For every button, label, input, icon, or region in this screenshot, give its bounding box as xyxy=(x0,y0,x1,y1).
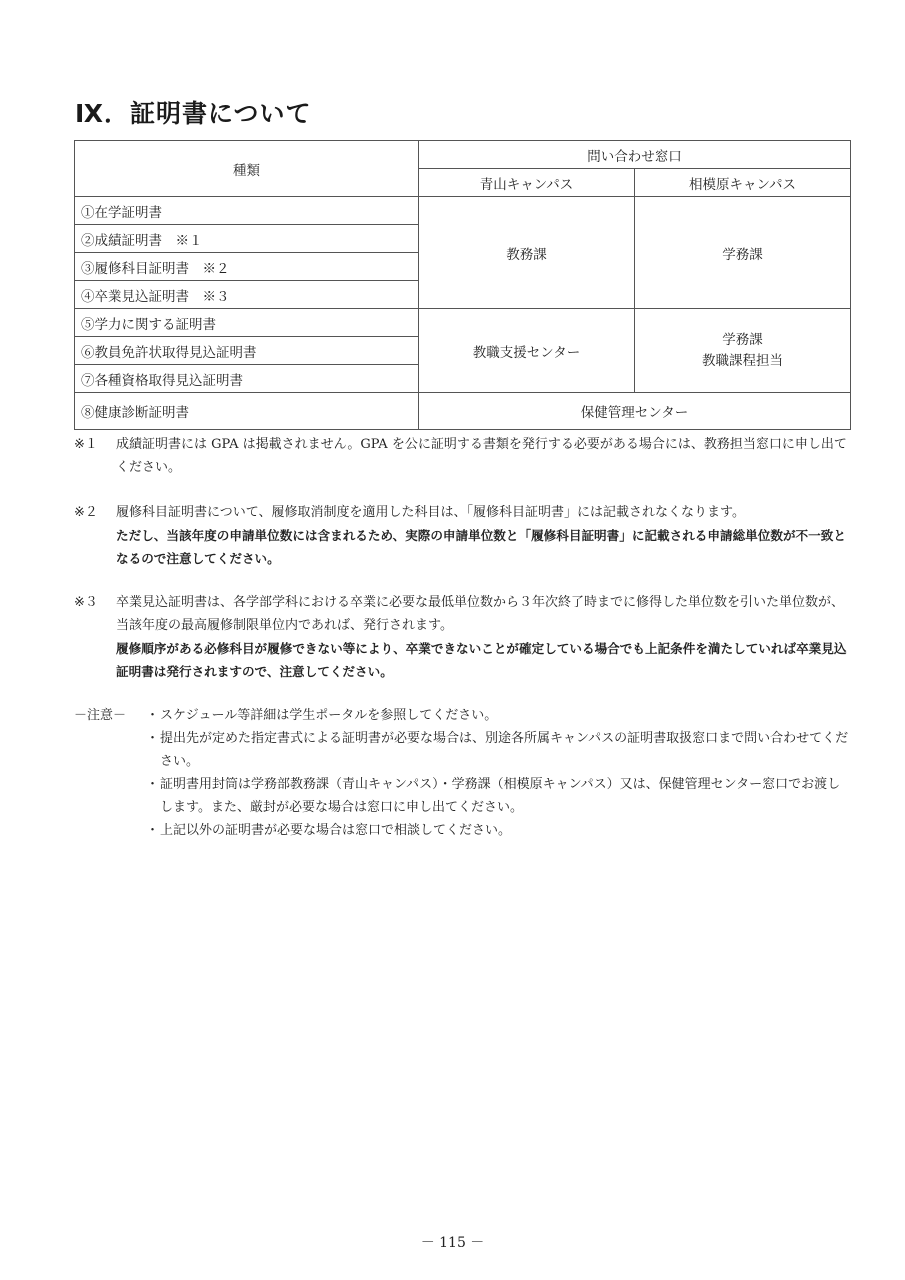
list-item xyxy=(146,773,852,819)
header-campus-aoyama: 青山キャンパス xyxy=(419,169,635,197)
header-kind: 種類 xyxy=(75,141,419,197)
certificate-type: ⑧健康診断証明書 xyxy=(75,393,419,430)
page-number: － 115 － xyxy=(420,1235,485,1251)
certificate-table xyxy=(74,140,851,430)
page-title: Ⅸ．証明書について xyxy=(75,99,312,128)
certificate-type: ⑦各種資格取得見込証明書 xyxy=(75,365,419,393)
list-item xyxy=(146,704,852,727)
header-contact: 問い合わせ窓口 xyxy=(419,141,851,169)
caution-label: －注意－ xyxy=(74,708,127,723)
office-sagamihara: 学務課 xyxy=(635,197,851,309)
note-1 xyxy=(74,433,852,479)
office-both-campuses: 保健管理センター xyxy=(419,393,851,430)
note-2 xyxy=(74,501,852,570)
note-text: 成績証明書には GPA は掲載されません。GPA を公に証明する書類を発行する必要がある場合には、教務担当窓口に申し出てください。 xyxy=(116,437,847,475)
certificate-type: ①在学証明書 xyxy=(75,197,419,225)
office-line: 教職課程担当 xyxy=(702,352,783,369)
office-aoyama: 教務課 xyxy=(419,197,635,309)
note-emphasis: 履修順序がある必修科目が履修できない等により、卒業できないことが確定している場合でも上記条件を満たしていれば卒業見込証明書は発行されますので、注意してください。 xyxy=(116,641,847,679)
list-item xyxy=(146,727,852,773)
caution-text: スケジュール等詳細は学生ポータルを参照してください。 xyxy=(160,708,498,723)
list-item xyxy=(146,819,852,842)
bullet: ・ xyxy=(146,777,160,792)
caution-text: 上記以外の証明書が必要な場合は窓口で相談してください。 xyxy=(160,823,512,838)
note-text: 卒業見込証明書は、各学部学科における卒業に必要な最低単位数から３年次終了時までに修得した単位数を引いた単位数が、当該年度の最高履修制限単位内であれば、発行されます。 xyxy=(116,595,845,633)
bullet: ・ xyxy=(146,823,160,838)
header-campus-sagamihara: 相模原キャンパス xyxy=(635,169,851,197)
office-sagamihara xyxy=(635,309,851,393)
certificate-type: ⑤学力に関する証明書 xyxy=(75,309,419,337)
office-line: 学務課 xyxy=(722,331,763,348)
caution-list xyxy=(146,704,852,842)
note-mark: ※２ xyxy=(74,505,98,520)
caution-text: 証明書用封筒は学務部教務課（青山キャンパス）・学務課（相模原キャンパス）又は、保健管理センター窓口でお渡しします。また、厳封が必要な場合は窓口に申し出てください。 xyxy=(160,777,841,815)
bullet: ・ xyxy=(146,731,160,746)
office-aoyama: 教職支援センター xyxy=(419,309,635,393)
note-mark: ※１ xyxy=(74,437,98,452)
note-mark: ※３ xyxy=(74,595,98,610)
certificate-type: ④卒業見込証明書 ※３ xyxy=(75,281,419,309)
certificate-type: ②成績証明書 ※１ xyxy=(75,225,419,253)
note-text: 履修科目証明書について、履修取消制度を適用した科目は、「履修科目証明書」には記載されなくなります。 xyxy=(116,505,745,520)
note-3 xyxy=(74,591,852,683)
caution-section xyxy=(74,704,852,842)
bullet: ・ xyxy=(146,708,160,723)
certificate-type: ③履修科目証明書 ※２ xyxy=(75,253,419,281)
certificate-type: ⑥教員免許状取得見込証明書 xyxy=(75,337,419,365)
caution-text: 提出先が定めた指定書式による証明書が必要な場合は、別途各所属キャンパスの証明書取扱窓口まで問い合わせてください。 xyxy=(160,731,849,769)
note-emphasis: ただし、当該年度の申請単位数には含まれるため、実際の申請単位数と「履修科目証明書」に記載される申請総単位数が不一致となるので注意してください。 xyxy=(116,528,846,566)
